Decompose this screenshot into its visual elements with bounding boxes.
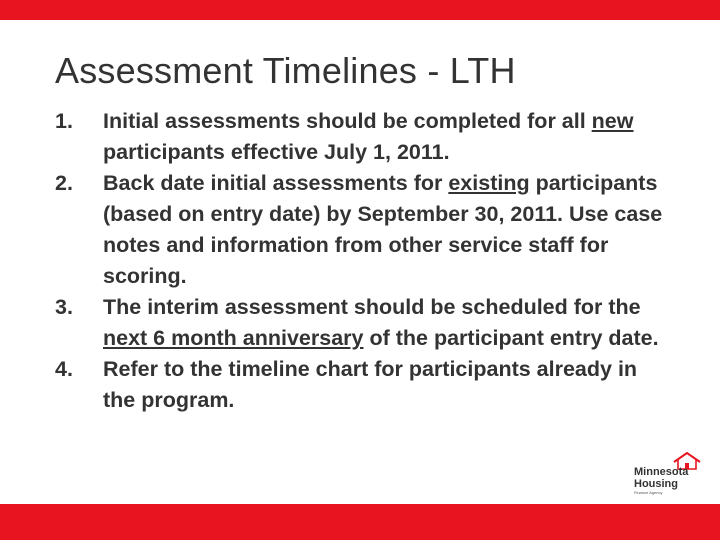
list-item-text	[103, 106, 665, 168]
list-item	[55, 106, 665, 168]
item-text-segment: of the participant entry date.	[363, 326, 659, 350]
slide-title: Assessment Timelines - LTH	[55, 50, 516, 91]
logo-text-line3: Finance Agency	[634, 490, 663, 495]
minnesota-housing-logo	[632, 452, 712, 496]
item-text-segment: Refer to the timeline chart for participants already in the program.	[103, 357, 638, 412]
list-item-text	[103, 168, 665, 292]
list-item-number: 2.	[55, 171, 73, 195]
item-text-underlined: new	[591, 109, 634, 133]
list-item	[55, 168, 665, 292]
list-item-text	[103, 292, 665, 354]
list-item-number: 4.	[55, 357, 73, 381]
logo-text-line2: Housing	[634, 478, 678, 490]
bottom-accent-bar	[0, 504, 720, 540]
item-text-segment: participants effective July 1, 2011.	[103, 140, 450, 164]
list-item-number: 3.	[55, 295, 73, 319]
list-item	[55, 354, 665, 416]
item-text-segment: Back date initial assessments for	[103, 171, 449, 195]
item-text-underlined: existing	[448, 171, 530, 195]
logo-text-line1: Minnesota	[634, 466, 689, 478]
list-item-number: 1.	[55, 109, 73, 133]
item-text-underlined: next 6 month anniversary	[103, 326, 364, 350]
top-accent-bar	[0, 0, 720, 20]
item-text-segment: Initial assessments should be completed for all	[103, 109, 592, 133]
item-text-segment: participants (based on entry date) by September 30, 2011. Use case notes and information from other service staff for scoring.	[103, 171, 663, 288]
list-item	[55, 292, 665, 354]
assessment-list	[55, 106, 665, 416]
list-item-text	[103, 354, 665, 416]
item-text-segment: The interim assessment should be scheduled for the	[103, 295, 641, 319]
